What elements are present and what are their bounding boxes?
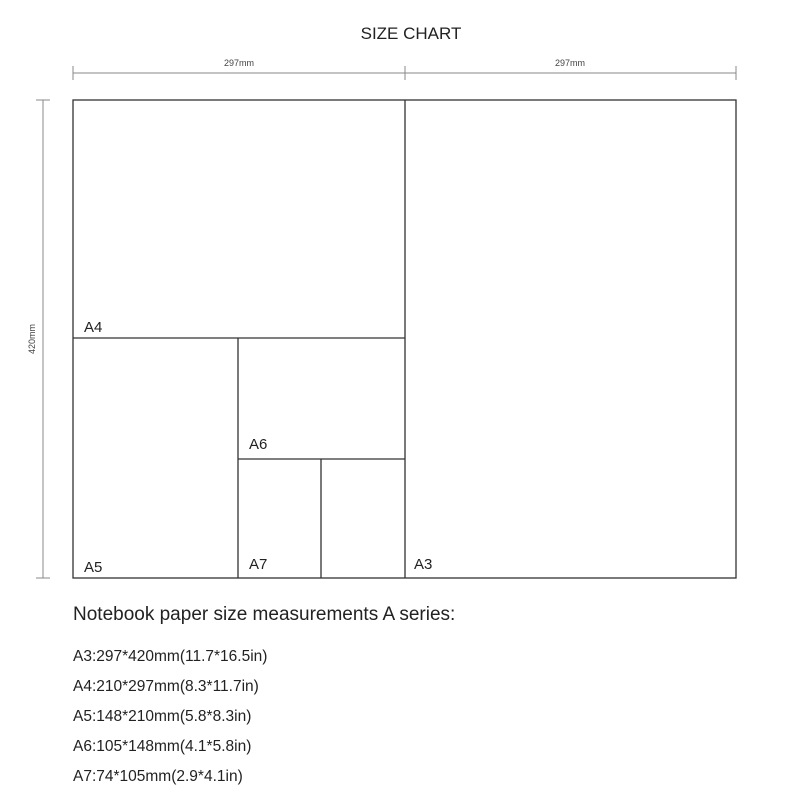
spec-a5: A5:148*210mm(5.8*8.3in) — [73, 708, 252, 725]
spec-a4: A4:210*297mm(8.3*11.7in) — [73, 678, 259, 695]
width-label-left: 297mm — [223, 58, 255, 68]
left-dimension-line — [36, 100, 50, 578]
division-lines — [73, 100, 405, 578]
spec-a3: A3:297*420mm(11.7*16.5in) — [73, 648, 268, 665]
spec-a6: A6:105*148mm(4.1*5.8in) — [73, 738, 252, 755]
width-label-right: 297mm — [554, 58, 586, 68]
label-a3: A3 — [414, 556, 433, 573]
height-label: 420mm — [27, 323, 37, 355]
top-dimension-line — [73, 66, 736, 80]
label-a7: A7 — [249, 556, 268, 573]
chart-title: SIZE CHART — [360, 24, 462, 43]
label-a5: A5 — [84, 559, 103, 576]
label-a4: A4 — [84, 319, 103, 336]
spec-a7: A7:74*105mm(2.9*4.1in) — [73, 768, 243, 785]
caption-heading: Notebook paper size measurements A series: — [73, 604, 456, 625]
label-a6: A6 — [249, 436, 268, 453]
